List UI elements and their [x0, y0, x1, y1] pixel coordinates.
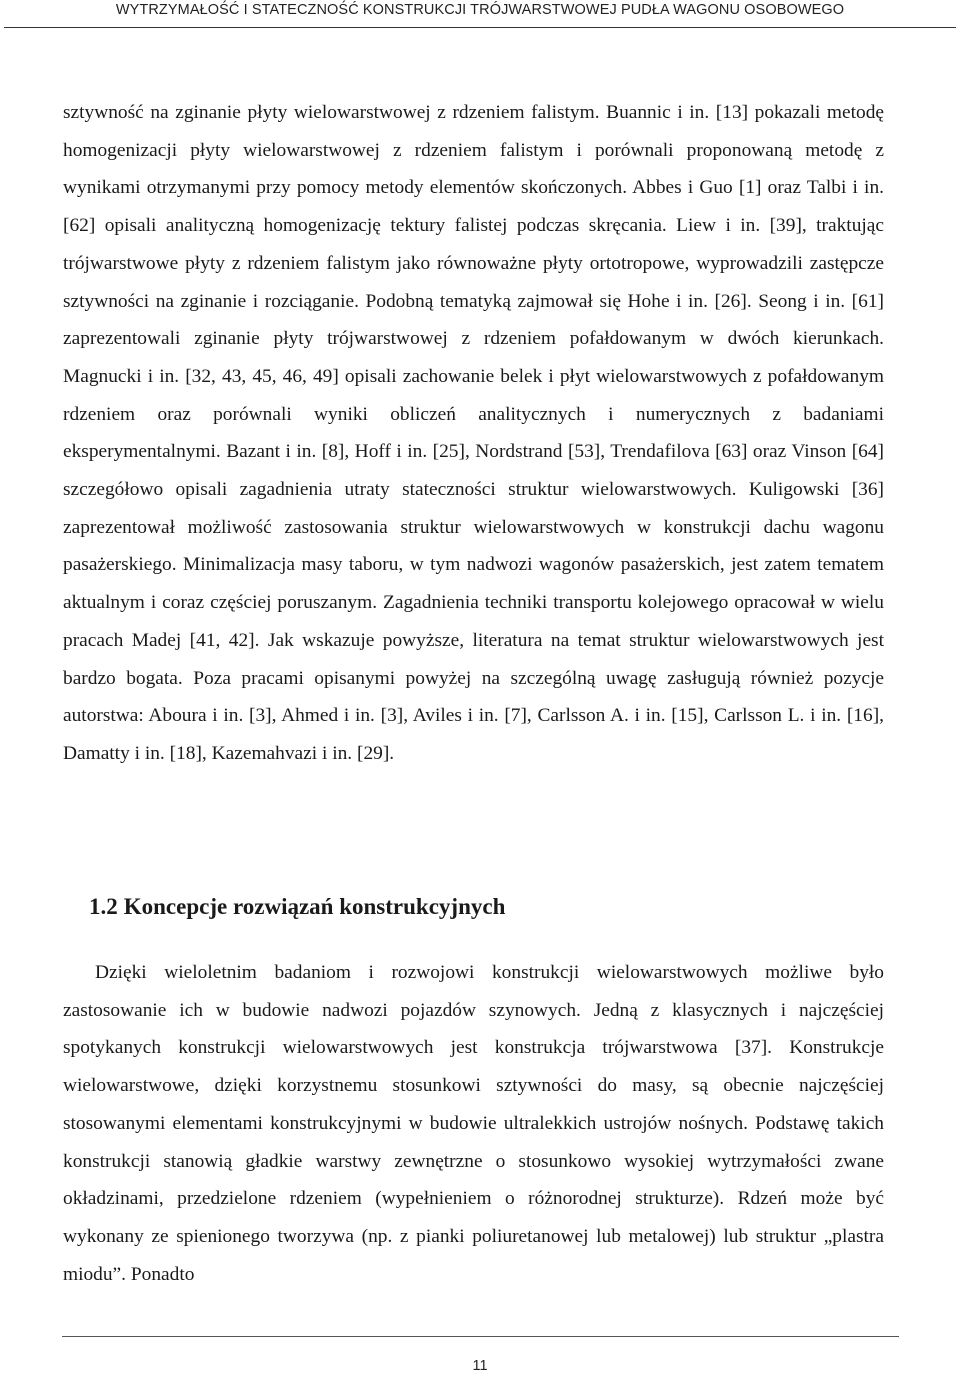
running-header: WYTRZYMAŁOŚĆ I STATECZNOŚĆ KONSTRUKCJI TRÓJWARSTWOWEJ PUDŁA WAGONU OSOBOWEGO: [115, 2, 845, 18]
footer-rule: [62, 1336, 899, 1337]
section-number: 1.2: [89, 894, 118, 919]
paragraph-2: Dzięki wieloletnim badaniom i rozwojowi konstrukcji wielowarstwowych możliwe było zastosowanie ich w budowie nadwozi pojazdów szynowych. Jedną z klasycznych i najczęściej spotykanych konstrukcji wielowarstwowych jest konstrukcja trójwarstwowa [37]. Konstrukcje wielowarstwowe, dzięki korzystnemu stosunkowi sztywności do masy, są obecnie najczęściej stosowanymi elementami konstrukcyjnymi w budowie ultralekkich ustrojów nośnych. Podstawę takich konstrukcji stanowią gładkie warstwy zewnętrzne o stosunkowo wysokiej wytrzymałości zwane okładzinami, przedzielone rdzeniem (wypełnieniem o różnorodnej strukturze). Rdzeń może być wykonany ze spienionego tworzywa (np. z pianki poliuretanowej lub metalowej) lub struktur „plastra miodu”. Ponadto: [63, 962, 884, 1285]
section-heading: [89, 894, 505, 920]
section-title: Koncepcje rozwiązań konstrukcyjnych: [123, 894, 506, 919]
paragraph-1: sztywność na zginanie płyty wielowarstwowej z rdzeniem falistym. Buannic i in. [13] pokazali metodę homogenizacji płyty wielowarstwowej z rdzeniem falistym i porównali proponowaną metodę z wynikami otrzymanymi przy pomocy metody elementów skończonych. Abbes i Guo [1] oraz Talbi i in. [62] opisali analityczną homogenizację tektury falistej podczas skręcania. Liew i in. [39], traktując trójwarstwowe płyty z rdzeniem falistym jako równoważne płyty ortotropowe, wyprowadzili zastępcze sztywności na zginanie i rozciąganie. Podobną tematyką zajmował się Hohe i in. [26]. Seong i in. [61] zaprezentowali zginanie płyty trójwarstwowej z rdzeniem pofałdowanym w dwóch kierunkach. Magnucki i in. [32, 43, 45, 46, 49] opisali zachowanie belek i płyt wielowarstwowych z pofałdowanym rdzeniem oraz porównali wyniki obliczeń analitycznych i numerycznych z badaniami eksperymentalnymi. Bazant i in. [8], Hoff i in. [25], Nordstrand [53], Trendafilova [63] oraz Vinson [64] szczegółowo opisali zagadnienia utraty stateczności struktur wielowarstwowych. Kuligowski [36] zaprezentował możliwość zastosowania struktur wielowarstwowych w konstrukcji dachu wagonu pasażerskiego. Minimalizacja masy taboru, w tym nadwozi wagonów pasażerskich, jest zatem tematem aktualnym i coraz częściej poruszanym. Zagadnienia techniki transportu kolejowego opracował w wielu pracach Madej [41, 42]. Jak wskazuje powyższe, literatura na temat struktur wielowarstwowych jest bardzo bogata. Poza pracami opisanymi powyżej na szczególną uwagę zasługują również pozycje autorstwa: Aboura i in. [3], Ahmed i in. [3], Aviles i in. [7], Carlsson A. i in. [15], Carlsson L. i in. [16], Damatty i in. [18], Kazemahvazi i in. [29].: [63, 102, 884, 764]
header-rule: [4, 27, 956, 28]
page-number: 11: [472, 1358, 488, 1374]
